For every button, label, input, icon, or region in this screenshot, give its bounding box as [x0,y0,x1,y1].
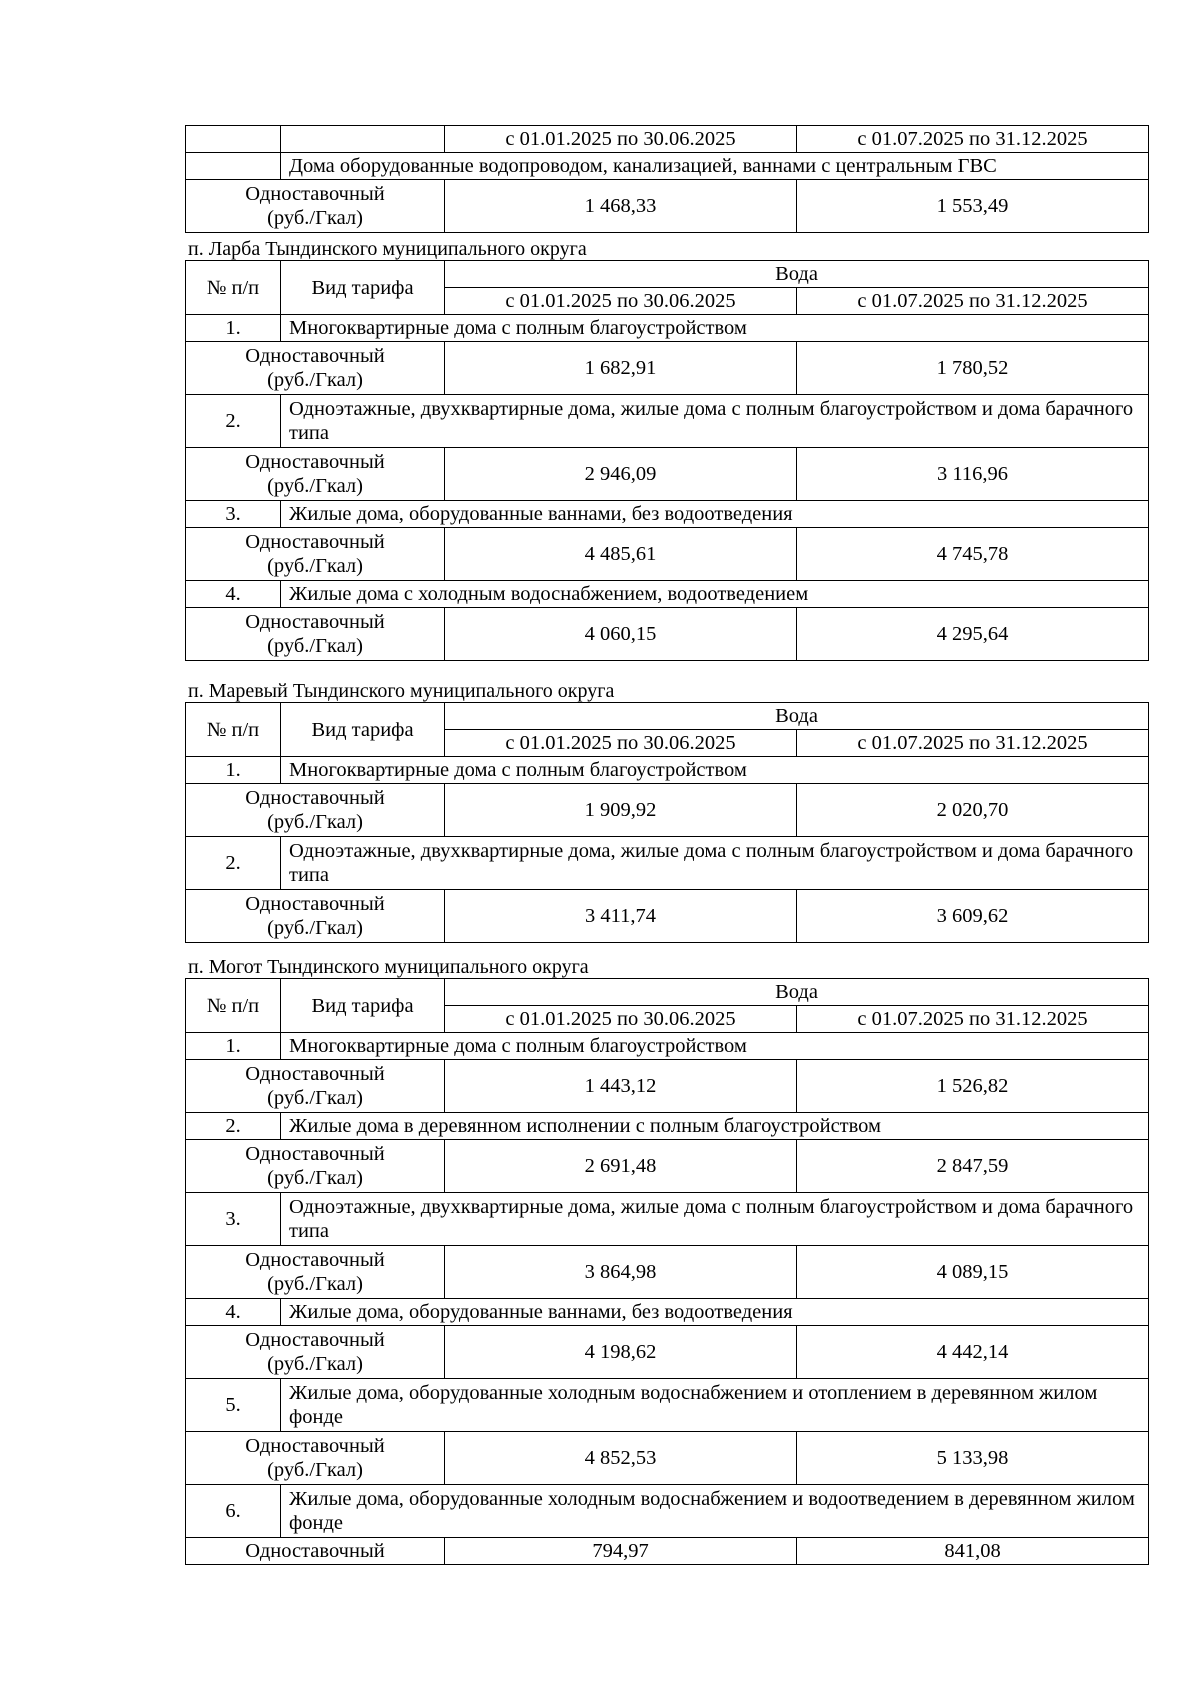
section-caption: п. Ларба Тындинского муниципального округа [188,238,587,260]
tariff-value-period-1: 2 946,09 [445,448,797,501]
period-header-1: с 01.01.2025 по 30.06.2025 [445,288,797,315]
category-label: Одноэтажные, двухквартирные дома, жилые дома с полным благоустройством и дома барачного типа [281,1193,1149,1246]
tariff-value-period-1: 4 198,62 [445,1326,797,1379]
empty-cell [186,126,281,153]
tariff-label-line1: Одноставочный [245,787,385,809]
category-label: Одноэтажные, двухквартирные дома, жилые дома с полным благоустройством и дома барачного типа [281,837,1149,890]
tariff-value-period-1: 1 682,91 [445,342,797,395]
tariff-type-label [186,890,445,943]
water-header: Вода [445,703,1149,730]
tariff-label-line2: (руб./Гкал) [267,1273,363,1295]
tariff-value-period-1: 1 443,12 [445,1060,797,1113]
category-label: Жилые дома, оборудованные ваннами, без водоотведения [281,1299,1149,1326]
row-number: 1. [186,1033,281,1060]
tariff-value-period-2: 2 847,59 [797,1140,1149,1193]
tariff-label-line1: Одноставочный [245,345,385,367]
tariff-value-period-2: 4 295,64 [797,608,1149,661]
tariff-type-label [186,180,445,233]
tariff-label-line2: (руб./Гкал) [267,207,363,229]
period-header-2: с 01.07.2025 по 31.12.2025 [797,730,1149,757]
tariff-value-period-2: 4 745,78 [797,528,1149,581]
row-number: 2. [186,1113,281,1140]
tariff-type-label [186,784,445,837]
tariff-label-line2: (руб./Гкал) [267,369,363,391]
category-label: Многоквартирные дома с полным благоустройством [281,1033,1149,1060]
tariff-type-header: Вид тарифа [281,261,445,315]
row-number: 6. [186,1485,281,1538]
tariff-value-period-1: 1 909,92 [445,784,797,837]
tariff-type-label [186,342,445,395]
num-header: № п/п [186,703,281,757]
tariff-type-label [186,528,445,581]
period-header-1: с 01.01.2025 по 30.06.2025 [445,730,797,757]
tariff-type-header: Вид тарифа [281,979,445,1033]
tariff-label-line2: (руб./Гкал) [267,1087,363,1109]
row-number: 2. [186,837,281,890]
tariff-table-larba [185,260,1149,661]
tariff-value-period-2: 2 020,70 [797,784,1149,837]
tariff-value-period-1: 1 468,33 [445,180,797,233]
row-number: 4. [186,1299,281,1326]
tariff-type-label [186,608,445,661]
tariff-label-line2: (руб./Гкал) [267,1459,363,1481]
num-header: № п/п [186,261,281,315]
tariff-type-label [186,1246,445,1299]
tariff-label-line1: Одноставочный [245,1249,385,1271]
tariff-value-period-2: 5 133,98 [797,1432,1149,1485]
tariff-value-period-2: 4 089,15 [797,1246,1149,1299]
section-mareviy [185,680,1148,943]
num-header: № п/п [186,979,281,1033]
tariff-value-period-1: 4 060,15 [445,608,797,661]
tariff-table-continuation [185,125,1149,233]
tariff-label-line2: (руб./Гкал) [267,555,363,577]
tariff-value-period-2: 3 609,62 [797,890,1149,943]
row-number: 5. [186,1379,281,1432]
tariff-value-period-1: 794,97 [445,1538,797,1565]
tariff-label-line1: Одноставочный [245,1435,385,1457]
tariff-value-period-1: 3 411,74 [445,890,797,943]
tariff-type-label [186,1140,445,1193]
section-mogot [185,956,1148,1565]
tariff-type-label [186,1326,445,1379]
tariff-label-line2: (руб./Гкал) [267,917,363,939]
tariff-type-label [186,1060,445,1113]
tariff-label-line1: Одноставочный [245,531,385,553]
row-number: 3. [186,1193,281,1246]
category-label: Жилые дома в деревянном исполнении с полным благоустройством [281,1113,1149,1140]
tariff-table-mareviy [185,702,1149,943]
period-header-1: с 01.01.2025 по 30.06.2025 [445,1006,797,1033]
row-number: 3. [186,501,281,528]
tariff-label-line1: Одноставочный [245,183,385,205]
row-number: 2. [186,395,281,448]
empty-cell [186,153,281,180]
tariff-label-line2: (руб./Гкал) [267,1353,363,1375]
tariff-label-line1: Одноставочный [245,611,385,633]
tariff-value-period-2: 4 442,14 [797,1326,1149,1379]
tariff-table-mogot [185,978,1149,1565]
tariff-label-line2: (руб./Гкал) [267,811,363,833]
category-label: Жилые дома, оборудованные холодным водоснабжением и отоплением в деревянном жилом фонде [281,1379,1149,1432]
tariff-label-line2: (руб./Гкал) [267,475,363,497]
tariff-label-line1: Одноставочный [245,451,385,473]
tariff-type-header: Вид тарифа [281,703,445,757]
category-label: Дома оборудованные водопроводом, канализацией, ваннами с центральным ГВС [281,153,1149,180]
tariff-value-period-1: 3 864,98 [445,1246,797,1299]
category-label: Жилые дома, оборудованные холодным водоснабжением и водоотведением в деревянном жилом фонде [281,1485,1149,1538]
tariff-value-period-2: 1 526,82 [797,1060,1149,1113]
tariff-type-label [186,448,445,501]
tariff-value-period-1: 4 485,61 [445,528,797,581]
tariff-label-line2: (руб./Гкал) [267,1167,363,1189]
row-number: 4. [186,581,281,608]
period-header-2: с 01.07.2025 по 31.12.2025 [797,288,1149,315]
tariff-value-period-2: 1 553,49 [797,180,1149,233]
period-header-2: с 01.07.2025 по 31.12.2025 [797,126,1149,153]
tariff-label-line1: Одноставочный [245,1329,385,1351]
tariff-type-label: Одноставочный [186,1538,445,1565]
category-label: Одноэтажные, двухквартирные дома, жилые дома с полным благоустройством и дома барачного типа [281,395,1149,448]
tariff-label-line1: Одноставочный [245,1063,385,1085]
category-label: Многоквартирные дома с полным благоустройством [281,757,1149,784]
tariff-type-label [186,1432,445,1485]
category-label: Жилые дома, оборудованные ваннами, без водоотведения [281,501,1149,528]
period-header-1: с 01.01.2025 по 30.06.2025 [445,126,797,153]
period-header-2: с 01.07.2025 по 31.12.2025 [797,1006,1149,1033]
tariff-label-line1: Одноставочный [245,1143,385,1165]
water-header: Вода [445,261,1149,288]
category-label: Жилые дома с холодным водоснабжением, водоотведением [281,581,1149,608]
row-number: 1. [186,757,281,784]
empty-cell [281,126,445,153]
section-caption: п. Могот Тындинского муниципального округа [188,956,589,978]
tariff-value-period-2: 841,08 [797,1538,1149,1565]
section-larba [185,238,1148,661]
tariff-value-period-2: 1 780,52 [797,342,1149,395]
row-number: 1. [186,315,281,342]
tariff-label-line1: Одноставочный [245,893,385,915]
section-caption: п. Маревый Тындинского муниципального округа [188,680,615,702]
tariff-value-period-1: 4 852,53 [445,1432,797,1485]
water-header: Вода [445,979,1149,1006]
tariff-value-period-2: 3 116,96 [797,448,1149,501]
tariff-label-line2: (руб./Гкал) [267,635,363,657]
table-continuation [185,125,1148,233]
tariff-value-period-1: 2 691,48 [445,1140,797,1193]
category-label: Многоквартирные дома с полным благоустройством [281,315,1149,342]
